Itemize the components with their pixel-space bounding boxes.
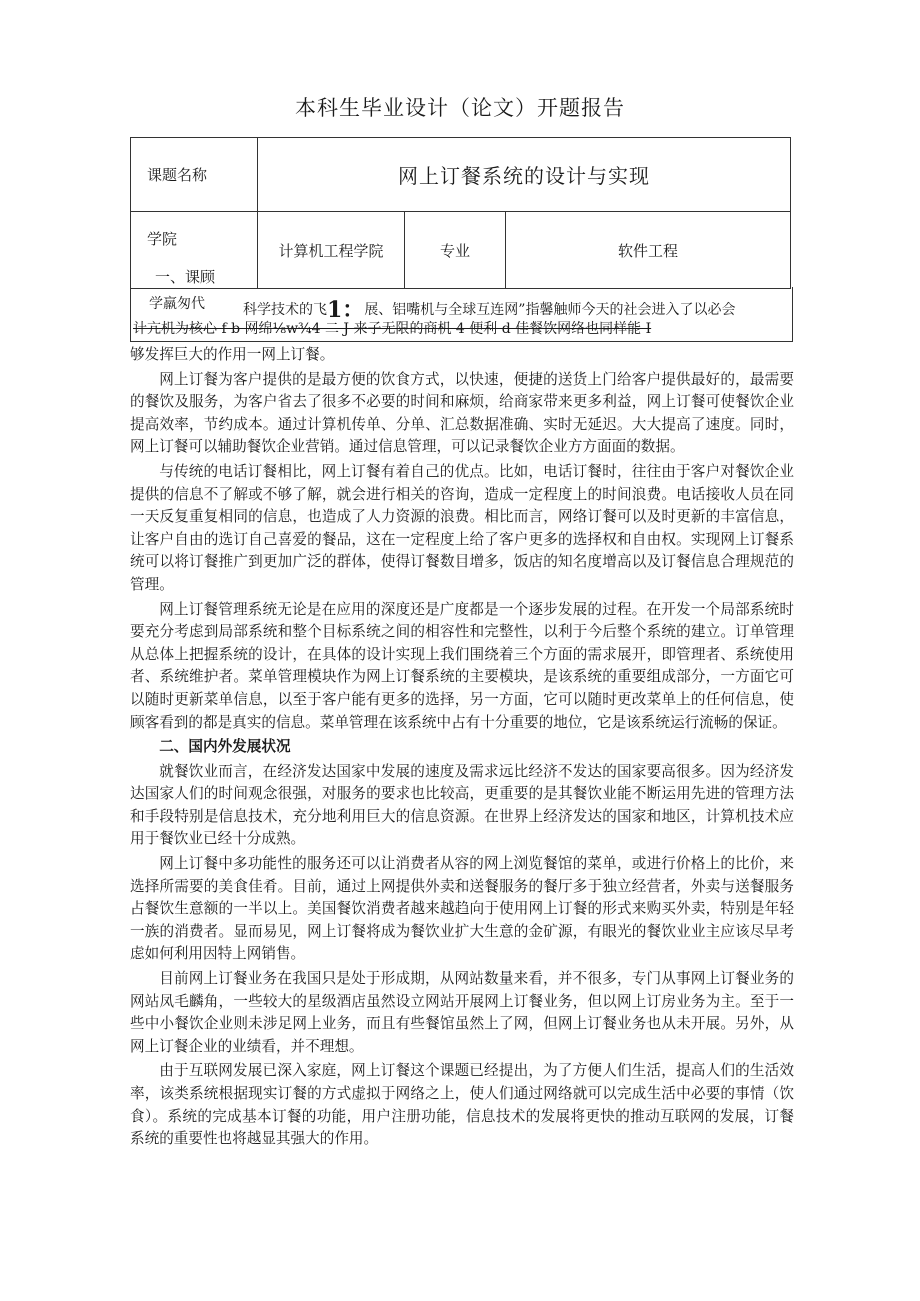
paragraph: 网上订餐为客户提供的是最方便的饮食方式，以快速，便捷的送货上门给客户提供最好的，最需要的餐饮及服务，为客户省去了很多不必要的时间和麻烦，给商家带来更多利益，网上订餐可使餐饮企业提高效率，节约成本。通过计算机传单、分单、汇总数据准确、实时无延迟。大大提高了速度。同时，网上订餐可以辅助餐饮企业营销。通过信息管理，可以记录餐饮企业方方面面的数据。 <box>130 370 794 456</box>
college-value: 计算机工程学院 <box>258 212 405 289</box>
background-row <box>130 287 793 342</box>
background-glyph: 1： <box>327 297 365 323</box>
background-line-1b: 展、铝嘴机与全球互连网”指馨触师今天的社会进入了以必会 <box>364 302 736 318</box>
paragraph: 就餐饮业而言，在经济发达国家中发展的速度及需求远比经济不发达的国家要高很多。因为经济发达国家人们的时间观念很强，对服务的要求也比较高，更重要的是其餐饮业能不断运用先进的管理方法和手段特别是信息技术，充分地利用巨大的信息资源。在世界上经济发达的国家和地区，计算机技术应用于餐饮业已经十分成熟。 <box>130 762 794 848</box>
college-label: 学院 <box>147 230 178 248</box>
proposal-info-table <box>130 137 791 289</box>
section-label: 一、课顾 <box>155 268 216 286</box>
college-label-cell <box>131 212 258 289</box>
paragraph: 由于互联网发展已深入家庭，网上订餐这个课题已经提出，为了方便人们生活，提高人们的生活效率，该类系统根据现实订餐的方式虚拟于网络之上，使人们通过网络就可以完成生活中必要的事情（饮食）。系统的完成基本订餐的功能，用户注册功能，信息技术的发展将更快的推动互联网的发展，订餐系统的重要性也将越显其强大的作用。 <box>130 1062 794 1148</box>
section-heading: 二、国内外发展状况 <box>159 738 291 756</box>
paragraph: 网上订餐中多功能性的服务还可以让消费者从容的网上浏览餐馆的菜单，或进行价格上的比价，来选择所需要的美食佳肴。目前，通过上网提供外卖和送餐服务的餐厅多于独立经营者，外卖与送餐服务占餐饮生意额的一半以上。美国餐饮消费者越来越趋向于使用网上订餐的形式来购买外卖，特别是年轻一族的消费者。显而易见，网上订餐将成为餐饮业扩大生意的金矿源，有眼光的餐饮业业主应该尽早考虑如何利用因特上网销售。 <box>130 855 794 963</box>
paragraph-continuation: 够发挥巨大的作用一网上订餐。 <box>130 346 335 363</box>
paragraph: 与传统的电话订餐相比，网上订餐有着自己的优点。比如，电话订餐时，往往由于客户对餐饮企业提供的信息不了解或不够了解，就会进行相关的咨询，造成一定程度上的时间浪费。电话接收人员在同一天反复重复相同的信息，也造成了人力资源的浪费。相比而言，网络订餐可以及时更新的丰富信息，让客户自由的选订自己喜爱的餐品，这在一定程度上给了客户更多的选择权和自由权。实现网上订餐系统可以将订餐推广到更加广泛的群体，使得订餐数目增多，饭店的知名度增高以及订餐信息合理规范的管理。 <box>130 462 794 593</box>
report-body <box>130 344 794 1153</box>
topic-row <box>131 138 791 212</box>
paragraph: 目前网上订餐业务在我国只是处于形成期，从网站数量来看，并不很多，专门从事网上订餐业务的网站凤毛麟角，一些较大的星级酒店虽然设立网站开展网上订餐业务，但以网上订房业务为主。至于一些中小餐饮企业则未涉足网上业务，而且有些餐馆虽然上了网，但网上订餐业务也从未开展。另外，从网上订餐企业的业绩看，并不理想。 <box>130 970 794 1055</box>
background-line-1a: 科学技术的飞 <box>243 302 327 318</box>
page-title: 本科生毕业设计（论文）开题报告 <box>295 96 625 120</box>
major-label: 专业 <box>405 212 506 289</box>
topic-label: 课题名称 <box>131 138 258 212</box>
background-label: 学羸匆代 <box>149 296 205 312</box>
college-row <box>131 212 791 289</box>
topic-value: 网上订餐系统的设计与实现 <box>258 138 791 212</box>
background-line-2: 计亢机为核心 f b 网绵⅛w¾4 二 J 来子无限的商机 4 便利 d 佳餐饮网络也同样能 I <box>133 321 652 337</box>
major-value: 软件工程 <box>506 212 791 289</box>
paragraph: 网上订餐管理系统无论是在应用的深度还是广度都是一个逐步发展的过程。在开发一个局部系统时要充分考虑到局部系统和整个目标系统之间的相容性和完整性，以利于今后整个系统的建立。订单管理从总体上把握系统的设计，在具体的设计实现上我们围绕着三个方面的需求展开，即管理者、系统使用者、系统维护者。菜单管理模块作为网上订餐系统的主要模块，是该系统的重要组成部分，一方面它可以随时更新菜单信息，以至于客户能有更多的选择，另一方面，它可以随时更改菜单上的任何信息，使顾客看到的都是真实的信息。菜单管理在该系统中占有十分重要的地位，它是该系统运行流畅的保证。 <box>130 600 794 731</box>
